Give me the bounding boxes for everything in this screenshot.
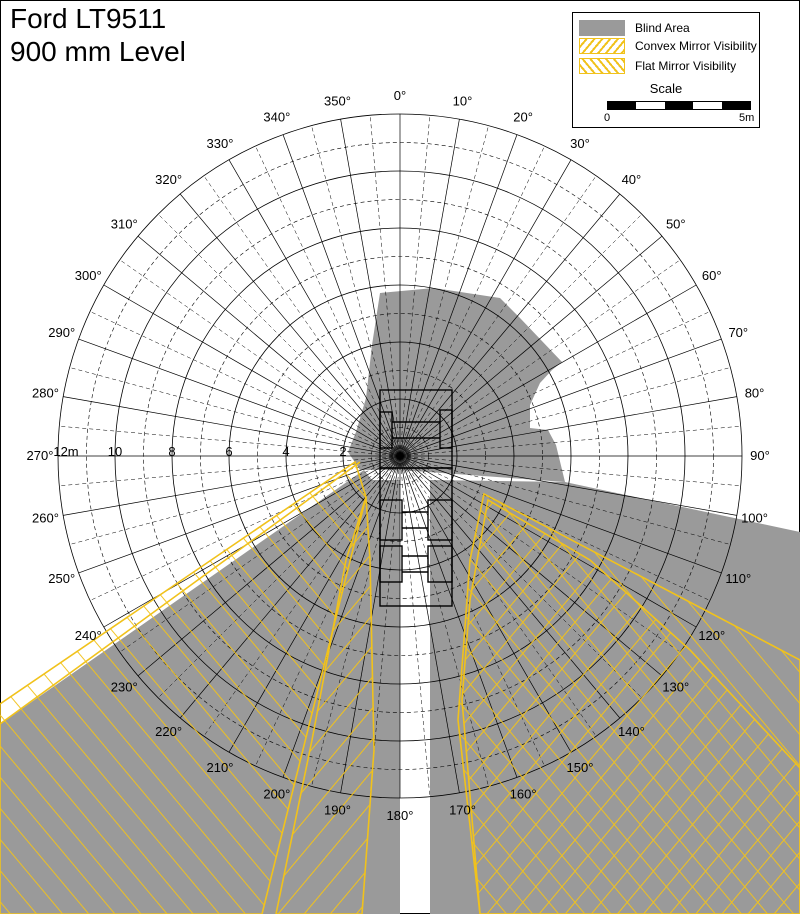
angle-label: 110° bbox=[725, 571, 752, 587]
diagram-title bbox=[10, 2, 186, 68]
title-line-1: Ford LT9511 bbox=[10, 3, 167, 34]
flat-mirror-swatch bbox=[579, 58, 625, 74]
legend bbox=[572, 12, 760, 128]
angle-label: 60° bbox=[701, 268, 722, 283]
angle-label: 90° bbox=[750, 448, 770, 463]
scale-min-label: 0 bbox=[604, 112, 611, 124]
angle-label: 200° bbox=[263, 786, 291, 802]
distance-label: 8 bbox=[168, 444, 176, 459]
angle-label: 350° bbox=[324, 93, 351, 109]
angle-label: 270° bbox=[26, 448, 54, 463]
legend-label-flat: Flat Mirror Visibility bbox=[635, 59, 737, 73]
distance-label: 2 bbox=[339, 444, 347, 459]
angle-label: 30° bbox=[570, 136, 590, 152]
blind-area-swatch bbox=[579, 20, 625, 36]
angle-label: 10° bbox=[452, 93, 473, 109]
angle-label: 100° bbox=[741, 510, 768, 526]
angle-label: 320° bbox=[155, 172, 183, 188]
distance-label: 6 bbox=[225, 444, 233, 459]
scale-bar bbox=[607, 101, 751, 110]
distance-label: 4 bbox=[282, 444, 290, 459]
angle-label: 210° bbox=[206, 759, 234, 775]
angle-label: 250° bbox=[48, 571, 76, 587]
angle-label: 50° bbox=[665, 216, 686, 232]
title-line-2: 900 mm Level bbox=[10, 36, 186, 67]
angle-label: 70° bbox=[728, 324, 749, 340]
bearing-spoke bbox=[104, 285, 400, 456]
angle-label: 120° bbox=[698, 628, 726, 643]
legend-item-convex bbox=[579, 37, 757, 55]
angle-label: 150° bbox=[566, 759, 594, 775]
scale-title: Scale bbox=[649, 81, 683, 96]
distance-label: 10 bbox=[107, 444, 123, 459]
angle-label: 340° bbox=[263, 109, 291, 125]
bearing-spoke-minor bbox=[311, 126, 400, 456]
bearing-spoke bbox=[79, 339, 400, 456]
angle-label: 160° bbox=[509, 786, 537, 802]
angle-label: 230° bbox=[110, 679, 138, 695]
convex-mirror-swatch bbox=[579, 38, 625, 54]
angle-label: 260° bbox=[32, 510, 59, 526]
angle-label: 220° bbox=[155, 723, 183, 739]
legend-item-flat bbox=[579, 57, 736, 75]
angle-label: 20° bbox=[513, 109, 533, 125]
angle-label: 180° bbox=[386, 808, 414, 823]
angle-label: 310° bbox=[110, 216, 138, 232]
angle-label: 240° bbox=[74, 628, 102, 643]
bearing-spoke-minor bbox=[90, 311, 400, 456]
legend-label-convex: Convex Mirror Visibility bbox=[635, 39, 757, 53]
angle-label: 80° bbox=[744, 385, 765, 401]
distance-label: 12m bbox=[53, 444, 79, 459]
angle-label: 130° bbox=[662, 679, 690, 695]
angle-label: 300° bbox=[74, 268, 102, 283]
legend-item-blind bbox=[579, 19, 690, 37]
angle-label: 40° bbox=[621, 172, 642, 188]
legend-label-blind: Blind Area bbox=[635, 21, 690, 35]
bearing-spoke-minor bbox=[255, 146, 400, 456]
angle-label: 190° bbox=[324, 802, 351, 818]
bearing-spoke-minor bbox=[70, 367, 400, 456]
angle-label: 140° bbox=[617, 723, 645, 739]
bearing-spoke bbox=[229, 160, 400, 456]
scale-max-label: 5m bbox=[739, 112, 755, 124]
angle-label: 0° bbox=[393, 88, 407, 103]
angle-label: 330° bbox=[206, 136, 234, 152]
angle-label: 290° bbox=[48, 324, 76, 340]
angle-label: 280° bbox=[32, 385, 59, 401]
angle-label: 170° bbox=[449, 802, 476, 818]
